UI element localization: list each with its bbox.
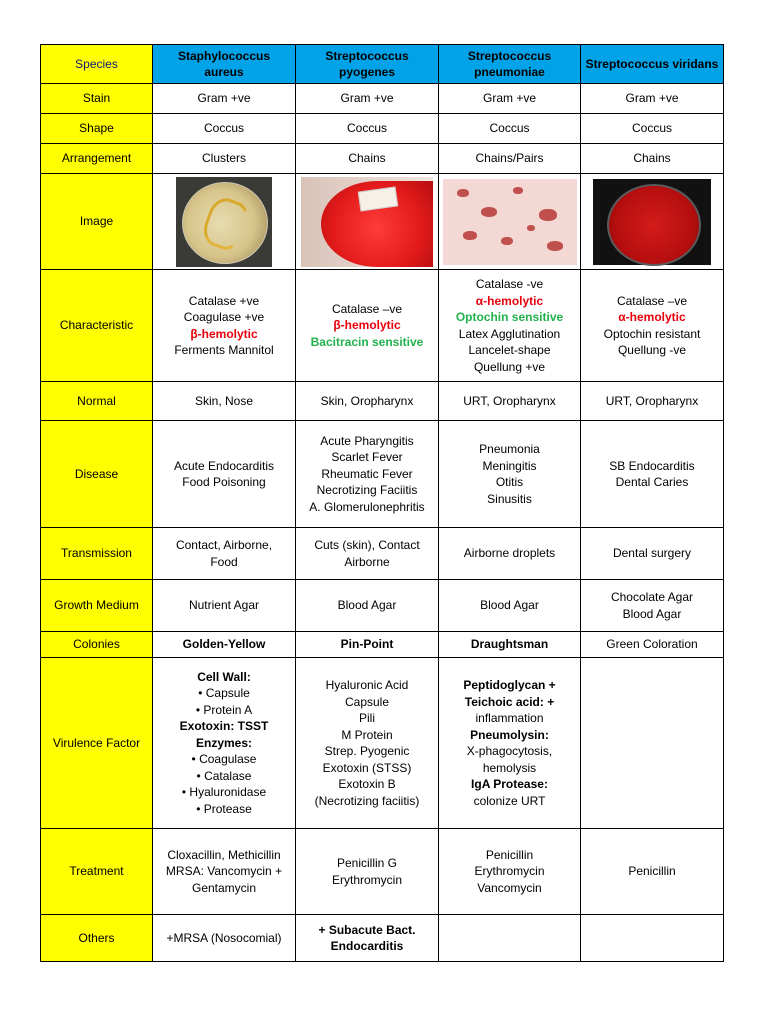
cell-colonies-2: Pin-Point <box>296 632 439 658</box>
row-label-normal: Normal <box>41 382 153 421</box>
cell-treatment-4: Penicillin <box>581 829 724 915</box>
text-line: Cloxacillin, Methicillin <box>167 847 281 862</box>
text-line: Exotoxin: TSST <box>179 719 269 734</box>
cell-growth-3: Blood Agar <box>439 580 581 632</box>
text-line: Ferments Mannitol <box>174 343 274 357</box>
text-line: Erythromycin <box>331 872 402 887</box>
row-image <box>41 174 724 270</box>
text-line: Acute Endocarditis <box>173 458 275 473</box>
cell-arrangement-1: Clusters <box>153 144 296 174</box>
row-label-stain: Stain <box>41 84 153 114</box>
cell-characteristic-3 <box>439 270 581 382</box>
cell-arrangement-4: Chains <box>581 144 724 174</box>
text-line: Exotoxin B <box>338 777 396 791</box>
text-line: Erythromycin <box>474 864 545 879</box>
text-line: Capsule <box>344 694 390 709</box>
cell-characteristic-2 <box>296 270 439 382</box>
alpha-hemolysis-plate-image <box>593 179 711 265</box>
col-header-strep-pneumoniae: Streptococcus pneumoniae <box>439 45 581 84</box>
cell-disease-4 <box>581 421 724 528</box>
cell-transmission-4: Dental surgery <box>581 528 724 580</box>
row-label-others: Others <box>41 915 153 962</box>
cell-stain-2: Gram +ve <box>296 84 439 114</box>
cell-colonies-4: Green Coloration <box>581 632 724 658</box>
text-line: Penicillin G <box>336 856 398 870</box>
row-virulence-factor <box>41 658 724 829</box>
cell-stain-4: Gram +ve <box>581 84 724 114</box>
text-line: Bacitracin sensitive <box>310 334 424 349</box>
text-line: Quellung +ve <box>473 359 546 374</box>
text-line: Contact, Airborne, <box>175 538 273 552</box>
text-line: Acute Pharyngitis <box>320 433 414 448</box>
cell-transmission-1 <box>153 528 296 580</box>
text-line: Catalase –ve <box>331 301 403 316</box>
text-line: Lancelet-shape <box>468 343 551 357</box>
row-label-arrangement: Arrangement <box>41 144 153 174</box>
text-line: M Protein <box>341 727 393 742</box>
text-line: • Protein A <box>195 702 253 717</box>
species-label: Species <box>41 45 153 84</box>
text-line: Pili <box>358 711 375 725</box>
text-line: Hyaluronic Acid <box>325 678 409 692</box>
text-line: Sinusitis <box>487 491 532 506</box>
cell-transmission-3: Airborne droplets <box>439 528 581 580</box>
cell-normal-4: URT, Oropharynx <box>581 382 724 421</box>
text-line: Catalase –ve <box>616 293 688 308</box>
golden-colony-plate-image <box>176 177 272 267</box>
cell-growth-2: Blood Agar <box>296 580 439 632</box>
cell-treatment-3 <box>439 829 581 915</box>
cell-others-3 <box>439 915 581 962</box>
cell-virulence-3 <box>439 658 581 829</box>
text-line: Catalase -ve <box>475 277 544 291</box>
cell-normal-3: URT, Oropharynx <box>439 382 581 421</box>
row-label-shape: Shape <box>41 114 153 144</box>
cell-characteristic-4 <box>581 270 724 382</box>
text-line: Necrotizing Faciitis <box>316 483 418 498</box>
cell-transmission-2 <box>296 528 439 580</box>
text-line: • Catalase <box>196 768 252 783</box>
cell-image-3 <box>439 174 581 270</box>
text-line: α-hemolytic <box>618 310 686 324</box>
cell-growth-1: Nutrient Agar <box>153 580 296 632</box>
row-label-image: Image <box>41 174 153 270</box>
row-shape <box>41 114 724 144</box>
row-transmission <box>41 528 724 580</box>
text-line: Catalase +ve <box>188 293 260 308</box>
cell-image-2 <box>296 174 439 270</box>
text-line: • Capsule <box>198 686 250 701</box>
cell-shape-4: Coccus <box>581 114 724 144</box>
row-label-transmission: Transmission <box>41 528 153 580</box>
text-line: Cuts (skin), Contact <box>314 538 420 552</box>
cell-stain-1: Gram +ve <box>153 84 296 114</box>
text-line: Otitis <box>495 475 524 489</box>
text-line: Food <box>210 554 238 569</box>
text-line: Optochin sensitive <box>455 310 564 324</box>
text-line: IgA Protease: <box>471 777 548 791</box>
row-growth-medium <box>41 580 724 632</box>
text-line: Strep. Pyogenic <box>324 744 410 758</box>
cell-disease-2 <box>296 421 439 528</box>
cell-virulence-4 <box>581 658 724 829</box>
row-label-growth-medium: Growth Medium <box>41 580 153 632</box>
cell-normal-1: Skin, Nose <box>153 382 296 421</box>
cell-others-4 <box>581 915 724 962</box>
text-line: hemolysis <box>482 760 537 775</box>
row-label-virulence-factor: Virulence Factor <box>41 658 153 829</box>
text-line: Exotoxin (STSS) <box>322 760 412 775</box>
col-header-staph-aureus: Staphylococcus aureus <box>153 45 296 84</box>
text-line: (Necrotizing faciitis) <box>314 793 420 808</box>
text-line: • Hyaluronidase <box>181 785 267 800</box>
cell-characteristic-1 <box>153 270 296 382</box>
text-line: Quellung -ve <box>617 343 687 357</box>
text-line: colonize URT <box>473 793 546 808</box>
text-line: Optochin resistant <box>603 326 701 341</box>
text-line: SB Endocarditis <box>609 458 695 473</box>
text-line: • Protease <box>196 801 252 816</box>
cell-image-4 <box>581 174 724 270</box>
text-line: Dental Caries <box>615 475 689 489</box>
cell-normal-2: Skin, Oropharynx <box>296 382 439 421</box>
text-line: Meningitis <box>482 458 537 473</box>
row-disease <box>41 421 724 528</box>
cell-others-1: +MRSA (Nosocomial) <box>153 915 296 962</box>
text-line: Pneumonia <box>479 442 540 456</box>
text-line: Cell Wall: <box>197 669 251 684</box>
cell-virulence-1 <box>153 658 296 829</box>
header-row <box>41 45 724 84</box>
cell-arrangement-3: Chains/Pairs <box>439 144 581 174</box>
text-line: Peptidoglycan + <box>463 678 556 692</box>
row-label-characteristic: Characteristic <box>41 270 153 382</box>
cell-image-1 <box>153 174 296 270</box>
row-characteristic <box>41 270 724 382</box>
cell-treatment-2 <box>296 829 439 915</box>
row-label-disease: Disease <box>41 421 153 528</box>
col-header-strep-pyogenes: Streptococcus pyogenes <box>296 45 439 84</box>
blood-agar-plate-image <box>301 177 433 267</box>
text-line: Coagulase +ve <box>183 310 265 324</box>
cell-shape-2: Coccus <box>296 114 439 144</box>
row-arrangement <box>41 144 724 174</box>
col-header-strep-viridans: Streptococcus viridans <box>581 45 724 84</box>
species-comparison-table <box>40 44 724 962</box>
text-line: Latex Agglutination <box>458 326 561 341</box>
cell-others-2 <box>296 915 439 962</box>
cell-shape-1: Coccus <box>153 114 296 144</box>
row-others <box>41 915 724 962</box>
row-label-treatment: Treatment <box>41 829 153 915</box>
cell-colonies-1: Golden-Yellow <box>153 632 296 658</box>
text-line: Chocolate Agar <box>610 590 694 604</box>
cell-treatment-1 <box>153 829 296 915</box>
cell-disease-1 <box>153 421 296 528</box>
text-line: Gentamycin <box>191 880 257 895</box>
cell-stain-3: Gram +ve <box>439 84 581 114</box>
cell-colonies-3: Draughtsman <box>439 632 581 658</box>
text-line: Endocarditis <box>330 939 404 953</box>
text-line: Food Poisoning <box>182 475 266 489</box>
cell-shape-3: Coccus <box>439 114 581 144</box>
text-line: Enzymes: <box>195 735 253 750</box>
row-label-colonies: Colonies <box>41 632 153 658</box>
text-line: β-hemolytic <box>190 326 258 341</box>
text-line: MRSA: Vancomycin + <box>165 864 283 879</box>
text-line: Penicillin <box>485 847 534 862</box>
text-line: Pneumolysin: <box>470 727 549 742</box>
text-line: Airborne <box>344 554 390 569</box>
text-line: Blood Agar <box>622 606 682 621</box>
text-line: • Coagulase <box>191 752 257 767</box>
row-normal <box>41 382 724 421</box>
text-line: Teichoic acid: + <box>464 694 555 709</box>
diplococci-micrograph-image <box>443 179 577 265</box>
text-line: + Subacute Bact. <box>318 922 416 937</box>
text-line: inflammation <box>475 711 544 725</box>
cell-disease-3 <box>439 421 581 528</box>
cell-arrangement-2: Chains <box>296 144 439 174</box>
row-colonies <box>41 632 724 658</box>
text-line: Vancomycin <box>477 880 542 895</box>
text-line: X-phagocytosis, <box>466 744 553 758</box>
text-line: A. Glomerulonephritis <box>309 499 425 514</box>
cell-growth-4 <box>581 580 724 632</box>
text-line: α-hemolytic <box>475 293 544 308</box>
row-stain <box>41 84 724 114</box>
text-line: Rheumatic Fever <box>321 466 413 481</box>
text-line: β-hemolytic <box>333 318 401 333</box>
cell-virulence-2 <box>296 658 439 829</box>
text-line: Scarlet Fever <box>331 450 403 465</box>
row-treatment <box>41 829 724 915</box>
